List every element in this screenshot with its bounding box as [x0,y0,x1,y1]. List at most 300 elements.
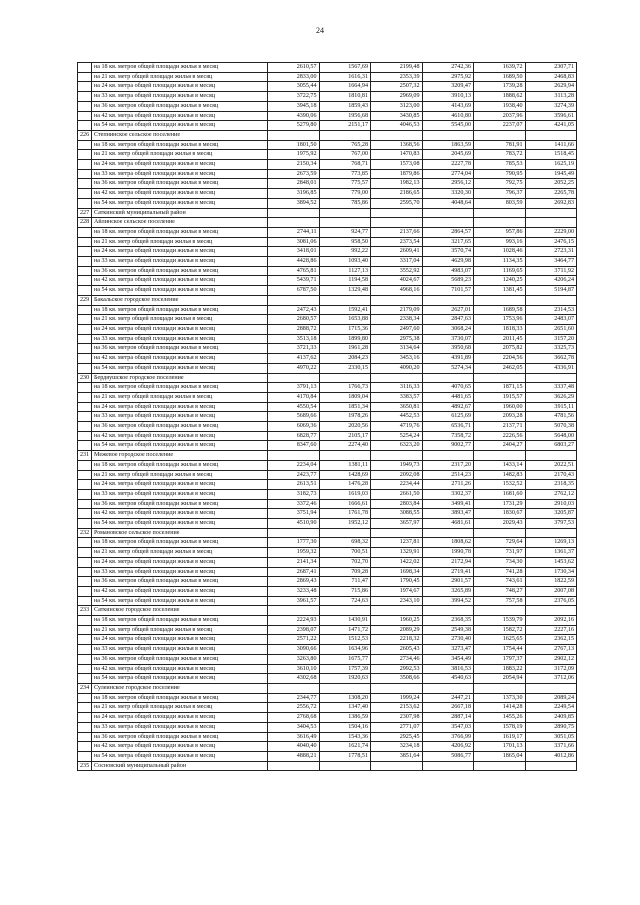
value-cell: 1619,17 [474,732,526,742]
value-cell: 5648,00 [525,431,577,441]
empty-cell [319,606,371,616]
value-cell: 796,37 [474,189,526,199]
empty-cell [474,451,526,461]
value-cell: 4390,06 [268,111,320,121]
value-cell: 785,86 [319,198,371,208]
value-cell: 1959,32 [268,548,320,558]
table-row [78,664,577,674]
value-cell: 2910,03 [525,499,577,509]
value-cell: 1701,13 [474,742,526,752]
row-number-cell [78,635,92,645]
value-cell: 2153,62 [371,703,423,713]
table-row [78,645,577,655]
value-cell: 4391,89 [422,354,474,364]
row-number-cell [78,538,92,548]
row-number-cell [78,324,92,334]
value-cell: 2045,69 [422,150,474,160]
row-label: на 21 кв. метр общей площади жилья в месяц [92,392,268,402]
value-cell: 7358,72 [422,431,474,441]
value-cell: 1625,65 [474,635,526,645]
value-cell: 2627,01 [422,305,474,315]
value-cell: 1938,40 [474,101,526,111]
value-cell: 1240,25 [474,276,526,286]
value-cell: 2571,22 [268,635,320,645]
value-cell: 3172,09 [525,664,577,674]
value-cell: 4206,92 [422,742,474,752]
value-cell: 1373,30 [474,693,526,703]
value-cell: 1639,72 [474,63,526,73]
value-cell: 741,28 [474,567,526,577]
empty-cell [319,761,371,771]
table-row [78,538,577,548]
section-header-row [78,373,577,383]
value-cell: 3547,03 [422,722,474,732]
table-row [78,489,577,499]
table-row [78,616,577,626]
table-row [78,121,577,131]
row-label: на 24 кв. метра общей площади жилья в месяц [92,713,268,723]
value-cell: 1582,72 [474,625,526,635]
table-row [78,596,577,606]
value-cell: 790,95 [474,169,526,179]
value-cell: 2398,07 [268,625,320,635]
section-number: 226 [78,130,92,140]
value-cell: 4892,67 [422,402,474,412]
value-cell: 1134,35 [474,257,526,267]
value-cell: 2956,12 [422,179,474,189]
value-cell: 2141,34 [268,557,320,567]
empty-cell [268,761,320,771]
value-cell: 5439,71 [268,276,320,286]
value-cell: 2376,05 [525,596,577,606]
row-number-cell [78,713,92,723]
value-cell: 3816,53 [422,664,474,674]
empty-cell [268,684,320,694]
row-label: на 42 кв. метра общей площади жилья в месяц [92,276,268,286]
empty-cell [268,218,320,228]
value-cell: 1974,67 [371,586,423,596]
value-cell: 2975,38 [371,334,423,344]
value-cell: 1871,15 [474,383,526,393]
value-cell: 4968,16 [371,286,423,296]
value-cell: 2137,66 [371,227,423,237]
empty-cell [474,218,526,228]
value-cell: 1822,59 [525,577,577,587]
table-row [78,189,577,199]
row-label: на 42 кв. метра общей площади жилья в месяц [92,586,268,596]
row-label: на 33 кв. метра общей площади жилья в месяц [92,412,268,422]
value-cell: 1621,74 [319,742,371,752]
row-label: на 42 кв. метра общей площади жилья в месяц [92,431,268,441]
value-cell: 3302,37 [422,489,474,499]
value-cell: 4888,21 [268,751,320,761]
value-cell: 783,72 [474,150,526,160]
value-cell: 2902,12 [525,654,577,664]
value-cell: 1810,81 [319,92,371,102]
value-cell: 2229,00 [525,227,577,237]
value-cell: 2514,23 [422,470,474,480]
value-cell: 3730,07 [422,334,474,344]
value-cell: 2218,32 [371,635,423,645]
value-cell: 2307,98 [371,713,423,723]
value-cell: 5194,87 [525,286,577,296]
value-cell: 2869,43 [268,577,320,587]
value-cell: 4070,65 [422,383,474,393]
value-cell: 3337,48 [525,383,577,393]
table-row [78,305,577,315]
row-label: на 36 кв. метров общей площади жилья в месяц [92,422,268,432]
value-cell: 2975,92 [422,72,474,82]
value-cell: 2343,10 [371,596,423,606]
row-number-cell [78,577,92,587]
row-number-cell [78,227,92,237]
row-number-cell [78,567,92,577]
row-number-cell [78,334,92,344]
row-label: на 33 кв. метра общей площади жилья в месяц [92,722,268,732]
row-number-cell [78,247,92,257]
row-number-cell [78,315,92,325]
value-cell: 2595,70 [371,198,423,208]
row-label: на 36 кв. метров общей площади жилья в месяц [92,101,268,111]
value-cell: 3513,18 [268,334,320,344]
value-cell: 2022,51 [525,460,577,470]
value-cell: 1915,57 [474,392,526,402]
row-label: на 42 кв. метра общей площади жилья в месяц [92,664,268,674]
row-label: на 21 кв. метр общей площади жилья в месяц [92,625,268,635]
section-header-row [78,208,577,218]
row-label: на 24 кв. метра общей площади жилья в месяц [92,402,268,412]
value-cell: 803,59 [474,198,526,208]
empty-cell [371,684,423,694]
row-number-cell [78,344,92,354]
empty-cell [422,208,474,218]
value-cell: 3910,13 [422,92,474,102]
value-cell: 2667,18 [422,703,474,713]
value-cell: 2901,57 [422,577,474,587]
value-cell: 1808,62 [422,538,474,548]
value-cell: 1982,13 [371,179,423,189]
value-cell: 1757,39 [319,664,371,674]
section-title: Романовское сельское поселение [92,528,268,538]
value-cell: 3596,61 [525,111,577,121]
table-row [78,392,577,402]
row-label: на 54 кв. метра общей площади жилья в месяц [92,596,268,606]
value-cell: 2507,32 [371,82,423,92]
value-cell: 9002,77 [422,441,474,451]
section-title: Саткинское городское поселение [92,606,268,616]
value-cell: 4336,91 [525,363,577,373]
value-cell: 3499,41 [422,499,474,509]
table-row [78,742,577,752]
value-cell: 7101,57 [422,286,474,296]
value-cell: 1381,45 [474,286,526,296]
value-cell: 3915,11 [525,402,577,412]
row-number-cell [78,111,92,121]
value-cell: 729,64 [474,538,526,548]
row-number-cell [78,693,92,703]
value-cell: 2613,51 [268,480,320,490]
value-cell: 4610,80 [422,111,474,121]
value-cell: 1428,69 [319,470,371,480]
value-cell: 734,30 [474,557,526,567]
section-header-row [78,451,577,461]
row-label: на 36 кв. метров общей площади жилья в месяц [92,499,268,509]
value-cell: 4206,24 [525,276,577,286]
value-cell: 3791,13 [268,383,320,393]
table-row [78,654,577,664]
value-cell: 1766,73 [319,383,371,393]
empty-cell [268,208,320,218]
row-number-cell [78,616,92,626]
row-label: на 18 кв. метров общей площади жилья в месяц [92,616,268,626]
section-header-row [78,761,577,771]
value-cell: 3894,52 [268,198,320,208]
value-cell: 4170,84 [268,392,320,402]
value-cell: 2629,94 [525,82,577,92]
value-cell: 3961,57 [268,596,320,606]
value-cell: 5689,66 [268,412,320,422]
section-header-row [78,218,577,228]
value-cell: 6803,27 [525,441,577,451]
value-cell: 3209,47 [422,82,474,92]
table-row [78,460,577,470]
value-cell: 2887,14 [422,713,474,723]
row-number-cell [78,189,92,199]
value-cell: 1169,65 [474,266,526,276]
value-cell: 3711,92 [525,266,577,276]
value-cell: 2172,94 [422,557,474,567]
value-cell: 2767,13 [525,645,577,655]
table-row [78,334,577,344]
row-label: на 18 кв. метров общей площади жилья в месяц [92,227,268,237]
value-cell: 2318,35 [525,480,577,490]
value-cell: 2204,56 [474,354,526,364]
value-cell: 2344,77 [268,693,320,703]
value-cell: 1809,04 [319,392,371,402]
value-cell: 2409,85 [525,713,577,723]
table-row [78,257,577,267]
row-number-cell [78,276,92,286]
value-cell: 700,51 [319,548,371,558]
value-cell: 1453,62 [525,557,577,567]
empty-cell [268,606,320,616]
value-cell: 1470,83 [371,150,423,160]
row-number-cell [78,596,92,606]
value-cell: 779,00 [319,189,371,199]
value-cell: 1616,31 [319,72,371,82]
table-row [78,509,577,519]
value-cell: 3464,77 [525,257,577,267]
row-number-cell [78,392,92,402]
value-cell: 3851,64 [371,751,423,761]
value-cell: 2274,40 [319,441,371,451]
value-cell: 2719,41 [422,567,474,577]
section-number: 231 [78,451,92,461]
value-cell: 785,53 [474,160,526,170]
value-cell: 4765,81 [268,266,320,276]
section-number: 227 [78,208,92,218]
value-cell: 2330,15 [319,363,371,373]
section-header-row [78,130,577,140]
empty-cell [422,684,474,694]
table-row [78,480,577,490]
value-cell: 3182,73 [268,489,320,499]
value-cell: 2848,01 [268,179,320,189]
value-cell: 1777,30 [268,538,320,548]
value-cell: 2020,56 [319,422,371,432]
row-label: на 54 кв. метра общей площади жилья в месяц [92,121,268,131]
row-number-cell [78,489,92,499]
value-cell: 2762,12 [525,489,577,499]
row-number-cell [78,422,92,432]
row-number-cell [78,645,92,655]
value-cell: 1698,34 [371,567,423,577]
value-cell: 4681,61 [422,519,474,529]
row-label: на 42 кв. метра общей площади жилья в месяц [92,509,268,519]
value-cell: 6069,36 [268,422,320,432]
value-cell: 2249,54 [525,703,577,713]
value-cell: 743,61 [474,577,526,587]
value-cell: 2605,43 [371,645,423,655]
value-cell: 6323,20 [371,441,423,451]
value-cell: 4137,62 [268,354,320,364]
value-cell: 993,16 [474,237,526,247]
row-number-cell [78,519,92,529]
table-row [78,635,577,645]
value-cell: 4550,54 [268,402,320,412]
value-cell: 2227,78 [422,160,474,170]
value-cell: 3616,49 [268,732,320,742]
value-cell: 3157,20 [525,334,577,344]
value-cell: 1619,03 [319,489,371,499]
value-cell: 2150,34 [268,160,320,170]
value-cell: 1715,36 [319,324,371,334]
value-cell: 3404,53 [268,722,320,732]
empty-cell [371,761,423,771]
table-row [78,577,577,587]
value-cell: 1361,37 [525,548,577,558]
value-cell: 1127,13 [319,266,371,276]
value-cell: 2651,60 [525,324,577,334]
value-cell: 2609,41 [371,247,423,257]
table-row [78,111,577,121]
section-title: Межевое городское поселение [92,451,268,461]
value-cell: 1949,73 [371,460,423,470]
value-cell: 2092,16 [525,616,577,626]
row-label: на 54 кв. метра общей площади жилья в месяц [92,286,268,296]
value-cell: 1830,67 [474,509,526,519]
section-title: Степнинское сельское поселение [92,130,268,140]
row-number-cell [78,383,92,393]
value-cell: 3068,24 [422,324,474,334]
empty-cell [371,373,423,383]
value-cell: 1329,91 [371,548,423,558]
value-cell: 2092,08 [371,470,423,480]
table-row [78,470,577,480]
table-row [78,422,577,432]
value-cell: 3320,30 [422,189,474,199]
value-cell: 5254,24 [371,431,423,441]
value-cell: 2373,54 [371,237,423,247]
value-cell: 3217,65 [422,237,474,247]
row-number-cell [78,257,92,267]
value-cell: 957,86 [474,227,526,237]
value-cell: 2054,94 [474,674,526,684]
value-cell: 1865,04 [474,751,526,761]
value-cell: 1945,49 [525,169,577,179]
value-cell: 2105,17 [319,431,371,441]
value-cell: 4510,90 [268,519,320,529]
value-cell: 2610,57 [268,63,320,73]
row-label: на 33 кв. метра общей площади жилья в месяц [92,645,268,655]
row-number-cell [78,557,92,567]
value-cell: 1778,51 [319,751,371,761]
value-cell: 3722,75 [268,92,320,102]
value-cell: 3234,18 [371,742,423,752]
row-label: на 36 кв. метров общей площади жилья в месяц [92,179,268,189]
value-cell: 2234,44 [371,480,423,490]
value-cell: 4719,76 [371,422,423,432]
row-number-cell [78,198,92,208]
row-label: на 54 кв. метра общей площади жилья в месяц [92,519,268,529]
row-label: на 54 кв. метра общей площади жилья в месяц [92,198,268,208]
row-number-cell [78,674,92,684]
value-cell: 3383,57 [371,392,423,402]
value-cell: 1879,86 [371,169,423,179]
value-cell: 1578,19 [474,722,526,732]
row-number-cell [78,82,92,92]
value-cell: 2730,40 [422,635,474,645]
table-row [78,732,577,742]
value-cell: 2673,59 [268,169,320,179]
value-cell: 3454,49 [422,654,474,664]
row-label: на 18 кв. метров общей площади жилья в месяц [92,538,268,548]
value-cell: 709,28 [319,567,371,577]
empty-cell [422,606,474,616]
table-row [78,586,577,596]
row-number-cell [78,63,92,73]
table-row [78,722,577,732]
value-cell: 1329,48 [319,286,371,296]
value-cell: 2549,38 [422,625,474,635]
empty-cell [371,451,423,461]
row-number-cell [78,751,92,761]
value-cell: 1347,40 [319,703,371,713]
empty-cell [474,606,526,616]
row-label: на 33 кв. метра общей площади жилья в месяц [92,334,268,344]
value-cell: 1730,34 [525,567,577,577]
section-number: 228 [78,218,92,228]
row-label: на 42 кв. метра общей площади жилья в месяц [92,111,268,121]
row-number-cell [78,169,92,179]
section-title: Бакальское городское поселение [92,295,268,305]
value-cell: 992,22 [319,247,371,257]
value-cell: 3626,29 [525,392,577,402]
section-number: 230 [78,373,92,383]
table-row [78,63,577,73]
row-number-cell [78,441,92,451]
value-cell: 1653,88 [319,315,371,325]
row-label: на 21 кв. метр общей площади жилья в месяц [92,703,268,713]
value-cell: 1681,60 [474,489,526,499]
value-cell: 3766,99 [422,732,474,742]
value-cell: 2711,26 [422,480,474,490]
value-cell: 3372,46 [268,499,320,509]
value-cell: 4143,69 [422,101,474,111]
value-cell: 2992,53 [371,664,423,674]
empty-cell [525,130,577,140]
row-number-cell [78,92,92,102]
